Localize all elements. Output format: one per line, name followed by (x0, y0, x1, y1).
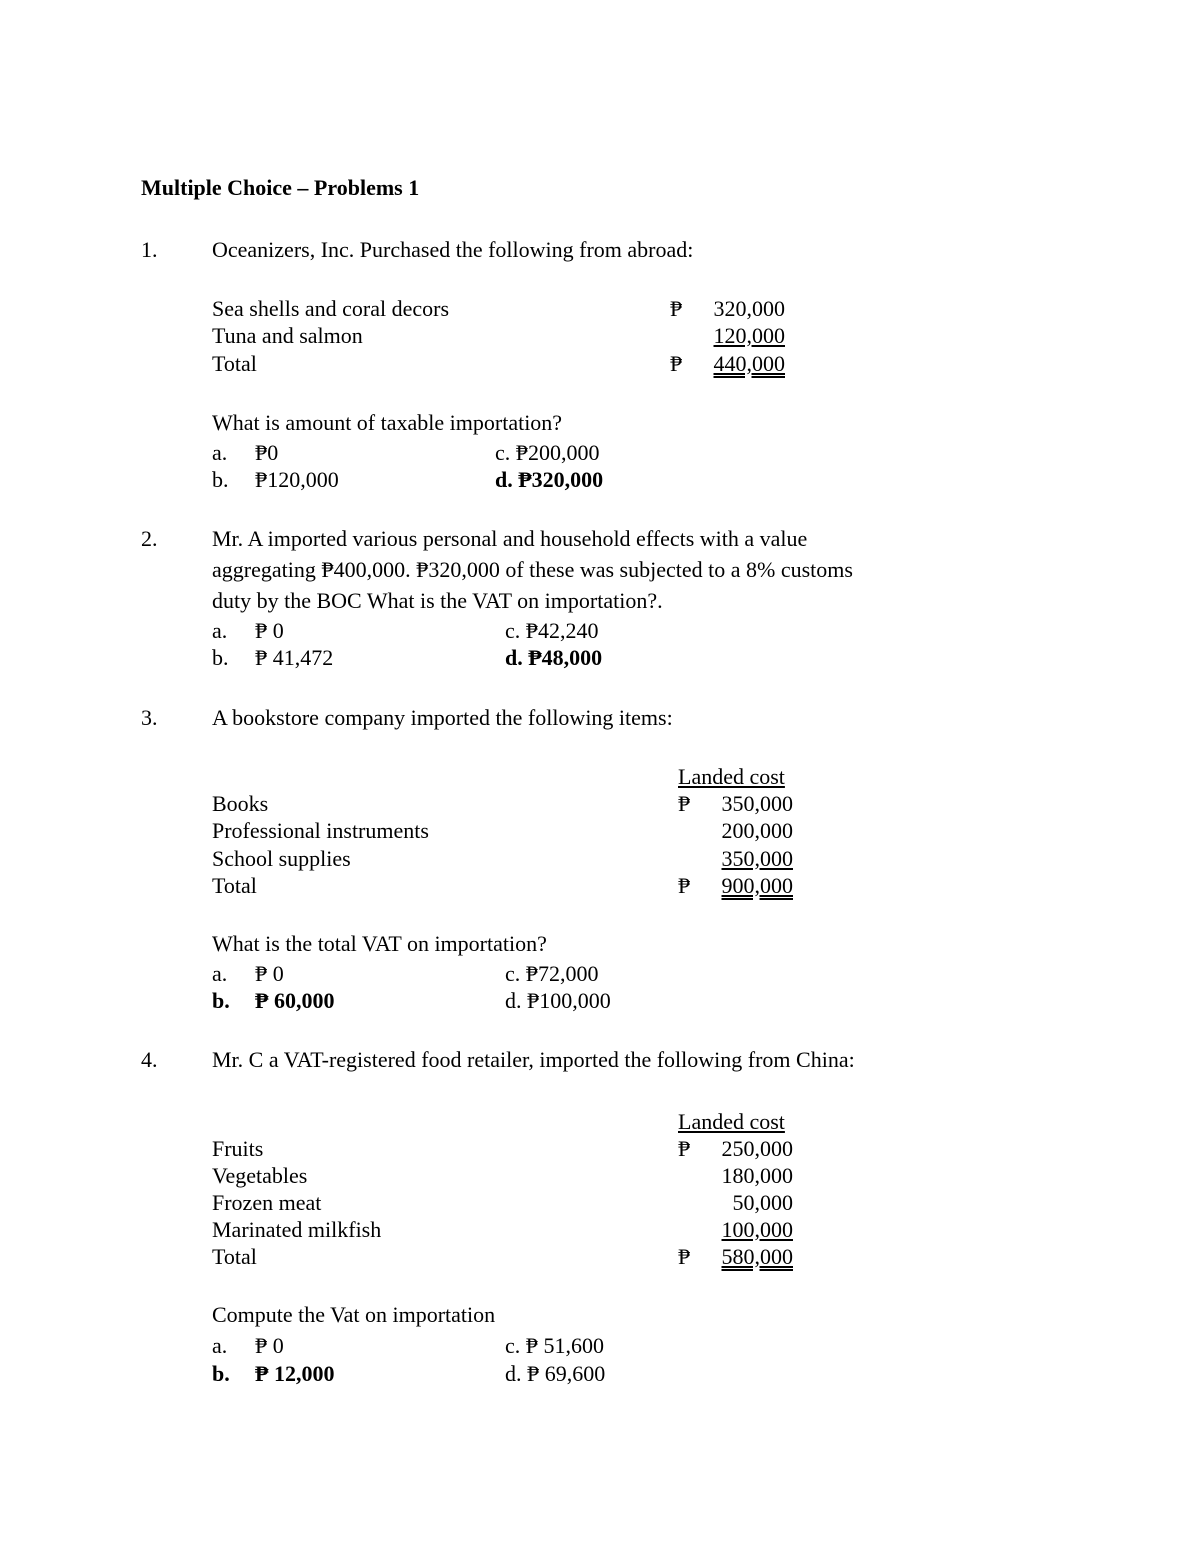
item-label: Sea shells and coral decors (212, 296, 450, 321)
item-amount: 350,000 (721, 846, 793, 871)
choice-c: c. ₱ 51,600 (505, 1333, 604, 1358)
document-title: Multiple Choice – Problems 1 (141, 175, 420, 200)
total-label: Total (212, 1244, 257, 1269)
question-text: Oceanizers, Inc. Purchased the following from abroad: (212, 237, 694, 262)
choice-a-letter: a. (212, 1333, 228, 1358)
item-label: Marinated milkfish (212, 1217, 382, 1242)
total-amount: 580,000 (721, 1244, 793, 1269)
item-label: Fruits (212, 1136, 264, 1161)
choice-b-letter: b. (212, 467, 229, 492)
question-number: 3. (141, 705, 158, 730)
question-text: Mr. C a VAT-registered food retailer, imported the following from China: (212, 1047, 855, 1072)
item-amount: 320,000 (713, 296, 785, 321)
question-number: 4. (141, 1047, 158, 1072)
item-amount: 120,000 (713, 323, 785, 348)
question-prompt: Compute the Vat on importation (212, 1302, 496, 1327)
choice-a-letter: a. (212, 440, 228, 465)
choice-d: d. ₱ 69,600 (505, 1361, 606, 1386)
peso-sign: ₱ (678, 873, 691, 898)
total-amount: 440,000 (713, 351, 785, 376)
choice-a-letter: a. (212, 961, 228, 986)
choice-b-letter: b. (212, 645, 229, 670)
question-prompt: What is amount of taxable importation? (212, 410, 563, 435)
item-amount: 200,000 (721, 818, 793, 843)
item-label: Professional instruments (212, 818, 429, 843)
choice-c: c. ₱200,000 (495, 440, 600, 465)
choice-a-text: ₱ 0 (255, 961, 284, 986)
choice-b-letter: b. (212, 1361, 230, 1386)
question-number: 1. (141, 237, 158, 262)
question-text-line-1: Mr. A imported various personal and household effects with a value (212, 526, 808, 551)
choice-a-letter: a. (212, 618, 228, 643)
choice-b-answer: ₱ 60,000 (255, 988, 335, 1013)
question-text: A bookstore company imported the following items: (212, 705, 673, 730)
column-header: Landed cost (678, 764, 785, 789)
item-label: Tuna and salmon (212, 323, 363, 348)
item-amount: 350,000 (721, 791, 793, 816)
choice-a-text: ₱0 (255, 440, 279, 465)
total-label: Total (212, 351, 257, 376)
choice-c: c. ₱72,000 (505, 961, 599, 986)
peso-sign: ₱ (670, 296, 683, 321)
choice-a-text: ₱ 0 (255, 618, 284, 643)
item-amount: 180,000 (721, 1163, 793, 1188)
item-amount: 50,000 (732, 1190, 793, 1215)
choice-b-text: ₱120,000 (255, 467, 339, 492)
item-amount: 100,000 (721, 1217, 793, 1242)
peso-sign: ₱ (678, 1136, 691, 1161)
choice-c: c. ₱42,240 (505, 618, 599, 643)
choice-d-answer: d. ₱320,000 (495, 467, 604, 492)
total-label: Total (212, 873, 257, 898)
item-label: Vegetables (212, 1163, 308, 1188)
total-amount: 900,000 (721, 873, 793, 898)
item-label: Frozen meat (212, 1190, 322, 1215)
choice-b-answer: ₱ 12,000 (255, 1361, 335, 1386)
question-number: 2. (141, 526, 158, 551)
item-amount: 250,000 (721, 1136, 793, 1161)
choice-d: d. ₱100,000 (505, 988, 611, 1013)
peso-sign: ₱ (670, 351, 683, 376)
item-label: Books (212, 791, 269, 816)
peso-sign: ₱ (678, 1244, 691, 1269)
question-text-line-3: duty by the BOC What is the VAT on importation?. (212, 588, 663, 613)
peso-sign: ₱ (678, 791, 691, 816)
choice-d-answer: d. ₱48,000 (505, 645, 603, 670)
column-header: Landed cost (678, 1109, 785, 1134)
choice-b-text: ₱ 41,472 (255, 645, 334, 670)
question-prompt: What is the total VAT on importation? (212, 931, 547, 956)
question-text-line-2: aggregating ₱400,000. ₱320,000 of these was subjected to a 8% customs (212, 557, 853, 582)
choice-b-letter: b. (212, 988, 230, 1013)
item-label: School supplies (212, 846, 351, 871)
choice-a-text: ₱ 0 (255, 1333, 284, 1358)
